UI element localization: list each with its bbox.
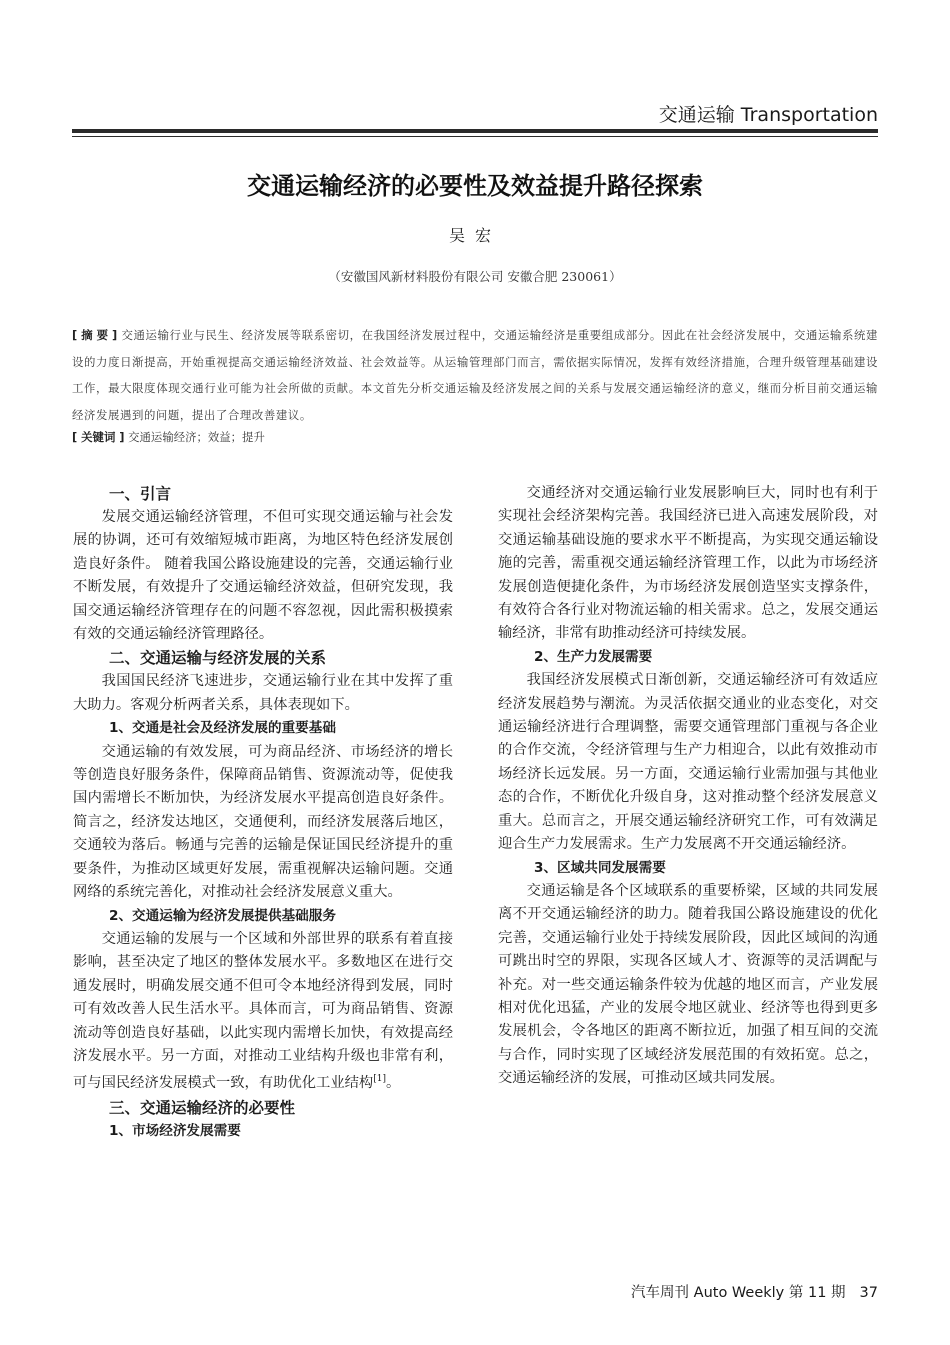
header-rule-thin [72,136,878,137]
paragraph-regional: 交通运输是各个区域联系的重要桥梁，区域的共同发展离不开交通运输经济的助力。随着我国公路设施建设的优化完善，交通运输行业处于持续发展阶段，因此区域间的沟通可跳出时空的界限，实现各区域人才、资源等的灵活调配与补充。对一些交通运输条件较为优越的地区而言，产业发展相对优化迅猛，产业的发展令地区就业、经济等也得到更多发展机会，令各地区的距离不断拉近，加强了相互间的交流与合作，同时实现了区域经济发展范围的有效拓宽。总之，交通运输经济的发展，可推动区域共同发展。 [498,882,878,1087]
subheading-productivity: 2、生产力发展需要 [534,648,653,665]
author-name: 吴宏 [448,226,501,245]
header-rule-thick [72,129,878,133]
paper-title: 交通运输经济的必要性及效益提升路径探索 [247,172,703,200]
subheading-basis: 1、交通是社会及经济发展的重要基础 [109,720,336,737]
subheading-regional: 3、区域共同发展需要 [534,859,666,876]
paragraph-service-end: 。 [385,1075,401,1092]
author-affiliation: （安徽国风新材料股份有限公司 安徽合肥 230061） [328,269,622,284]
journal-name: 汽车周刊 Auto Weekly 第 11 期 [631,1285,846,1301]
paragraph-service-text: 交通运输的发展与一个区域和外部世界的联系有着直接影响，甚至决定了地区的整体发展水平。多数地区在进行交通发展时，明确发展交通不但可令本地经济得到发展，同时可有效改善人民生活水平。具体而言，可为商品销售、资源流动等创造良好基础，以此实现内需增长加快，有效提高经济发展水平。另一方面，对推动工业结构升级也非常有利，可与国民经济发展模式一致，有助优化工业结构 [73,930,453,1092]
abstract [72,322,878,428]
keywords [72,424,878,450]
heading-necessity: 三、交通运输经济的必要性 [109,1098,296,1117]
heading-relation: 二、交通运输与经济发展的关系 [109,649,327,668]
subheading-market: 1、市场经济发展需要 [109,1122,241,1139]
keywords-label: [ 关键词 ] [72,430,125,444]
paragraph-introduction: 发展交通运输经济管理，不但可实现交通运输与社会发展的协调，还可有效缩短城市距离，为地区特色经济发展创造良好条件。 随着我国公路设施建设的完善，交通运输行业不断发展，有效提升了交通运输经济效益，但研究发现，我国交通运输经济管理存在的问题不容忽视，因此需积极摸索有效的交通运输经济管理路径。 [73,509,453,643]
abstract-text: 交通运输行业与民生、经济发展等联系密切，在我国经济发展过程中，交通运输经济是重要组成部分。因此在社会经济发展中，交通运输系统建设的力度日渐提高，开始重视提高交通运输经济效益、社会效益等。从运输管理部门而言，需依据实际情况，发挥有效经济措施，合理升级管理基础建设工作，最大限度体现交通行业可能为社会所做的贡献。本文首先分析交通运输及经济发展之间的关系与发展交通运输经济的意义，继而分析目前交通运输经济发展遇到的问题，提出了合理改善建议。 [72,328,878,422]
paragraph-productivity: 我国经济发展模式日渐创新，交通运输经济可有效适应经济发展趋势与潮流。为灵活依据交通业的业态变化，对交通运输经济进行合理调整，需要交通管理部门重视与各企业的合作交流，令经济管理与生产力相迎合，以此有效推动市场经济长远发展。另一方面，交通运输行业需加强与其他业态的合作，不断优化升级自身，这对推动整个经济发展意义重大。总而言之，开展交通运输经济研究工作，可有效满足迎合生产力发展需求。生产力发展离不开交通运输经济。 [498,672,878,853]
heading-introduction: 一、引言 [109,485,172,503]
page-footer [631,1281,878,1302]
section-header: 交通运输 Transportation [658,104,878,126]
keywords-text: 交通运输经济；效益；提升 [128,430,265,444]
right-column [498,482,878,1091]
page-number: 37 [859,1285,878,1301]
paragraph-market: 交通经济对交通运输行业发展影响巨大，同时也有利于实现社会经济架构完善。我国经济已进入高速发展阶段，对交通运输基础设施的要求水平不断提高，为实现交通运输设施的完善，需重视交通运输经济管理工作，以此为市场经济发展创造便捷化条件，为市场经济发展创造坚实支撑条件，有效符合各行业对物流运输的相关需求。总之，发展交通运输经济，非常有助推动经济可持续发展。 [498,485,878,642]
subheading-service: 2、交通运输为经济发展提供基础服务 [109,907,336,924]
citation-ref: [1] [373,1074,386,1085]
paragraph-relation: 我国国民经济飞速进步，交通运输行业在其中发挥了重大助力。客观分析两者关系，具体表现如下。 [73,673,453,713]
abstract-label: [ 摘 要 ] [72,328,118,342]
left-column [73,482,453,1143]
paragraph-basis: 交通运输的有效发展，可为商品经济、市场经济的增长等创造良好服务条件，保障商品销售、资源流动等，促使我国内需增长不断加快，为经济发展水平提高创造良好条件。简言之，经济发达地区，交通便利，而经济发展落后地区，交通较为落后。畅通与完善的运输是保证国民经济提升的重要条件，为推动区域更好发展，需重视解决运输问题。交通网络的系统完善化，对推动社会经济发展意义重大。 [73,743,453,901]
paragraph-service [73,928,453,1096]
